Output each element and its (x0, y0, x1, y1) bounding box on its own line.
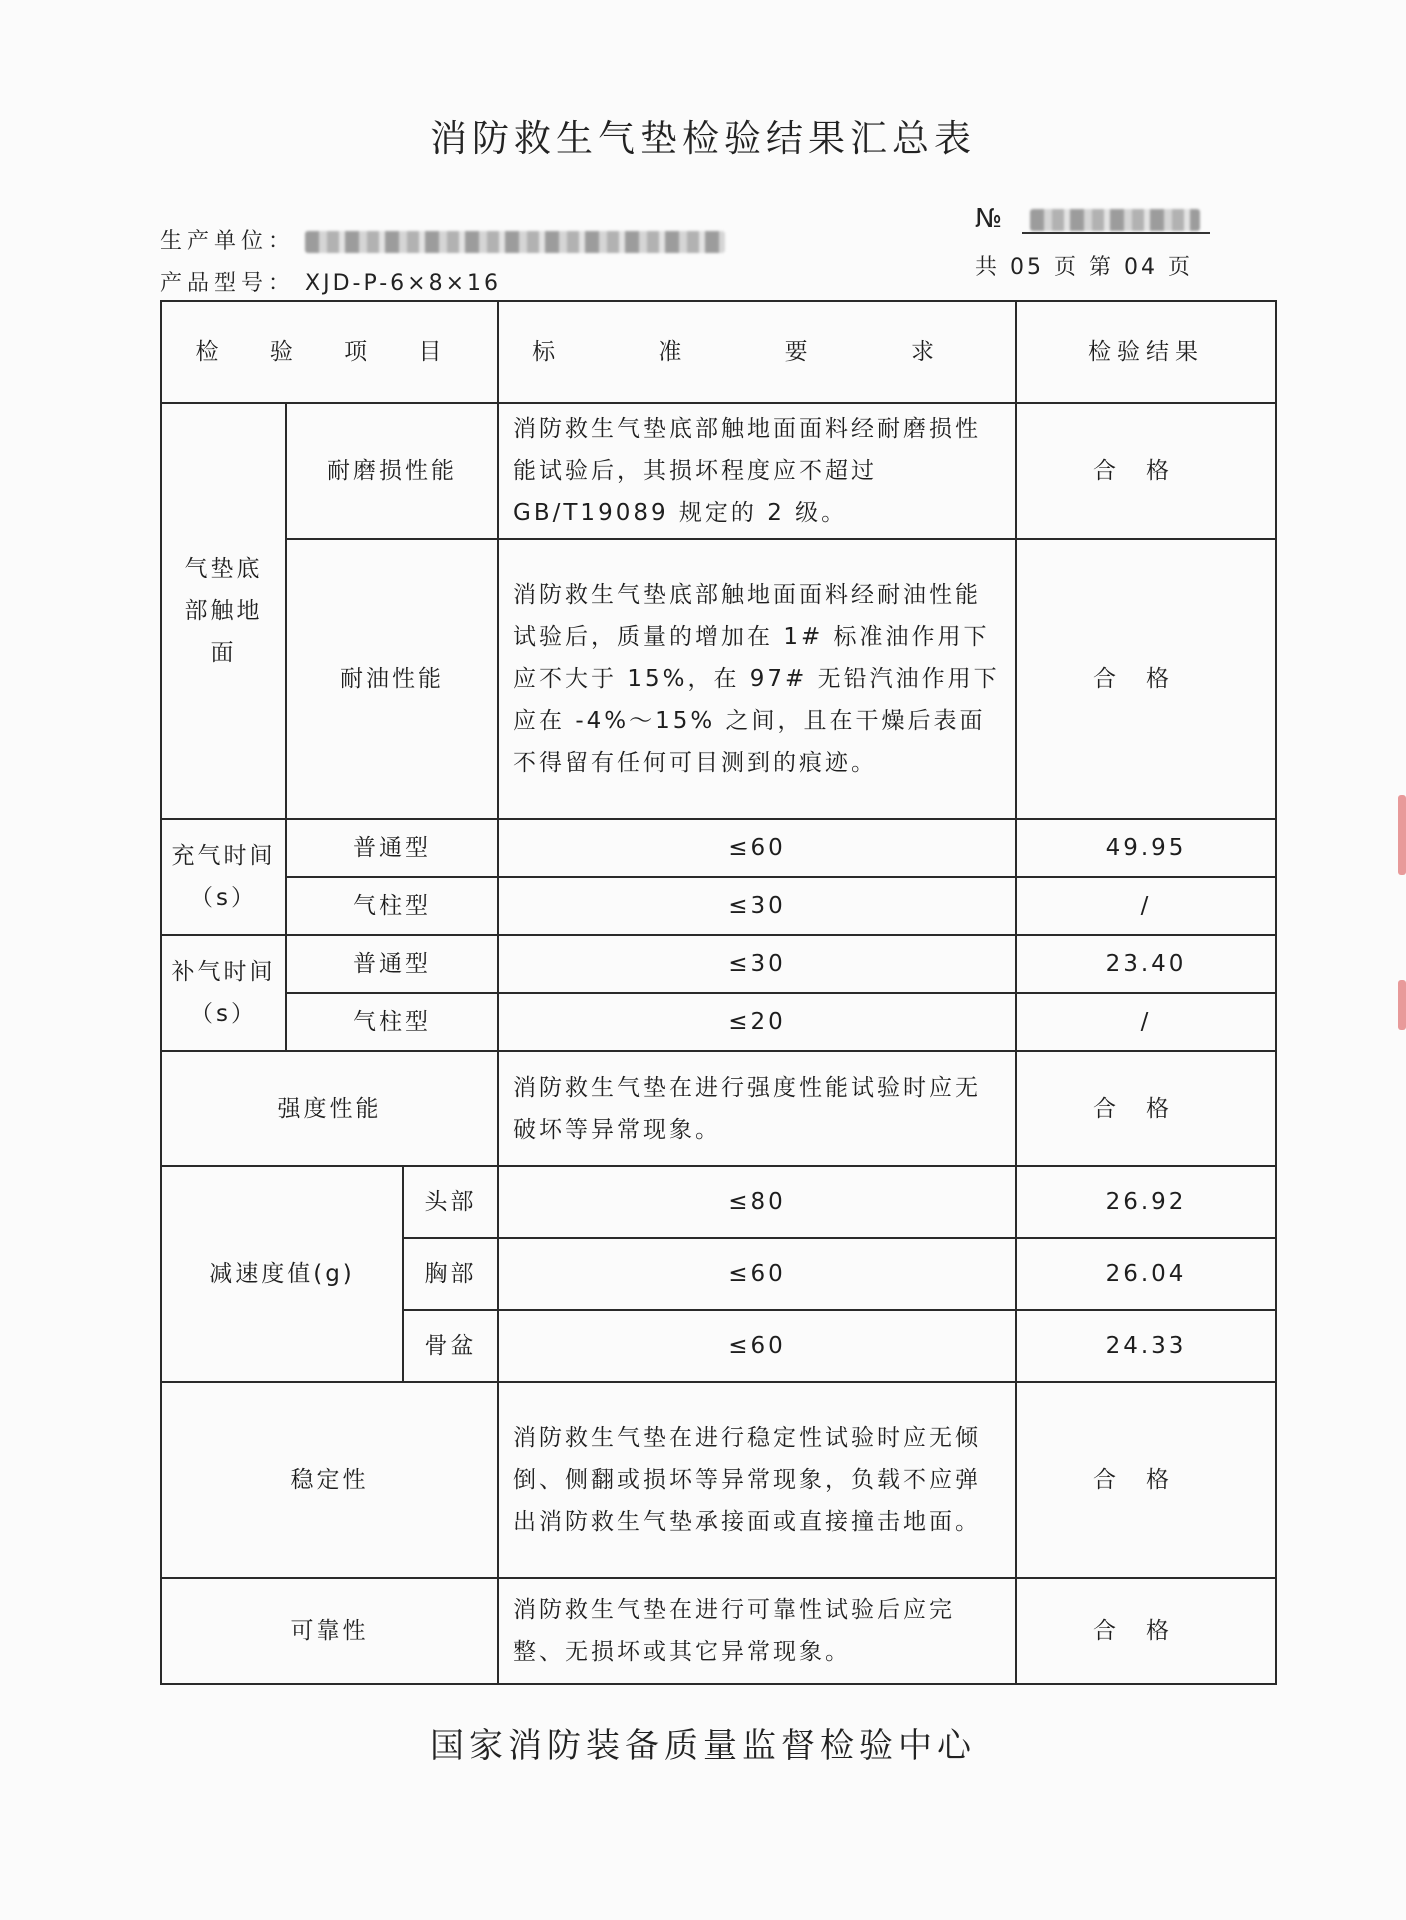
oil-standard: 消防救生气垫底部触地面面料经耐油性能试验后，质量的增加在 1# 标准油作用下应不大于 15%，在 97# 无铅汽油作用下应在 -4%～15% 之间，且在干燥后表面不得留有任何可目测到的痕迹。 (498, 539, 1016, 819)
page-title: 消防救生气垫检验结果汇总表 (430, 117, 976, 160)
inflate-result: 49.95 (1016, 819, 1276, 877)
producer-redacted (305, 231, 725, 253)
model-value: XJD-P-6×8×16 (305, 271, 502, 296)
decel-part: 头部 (403, 1166, 498, 1238)
producer-label: 生产单位： (160, 229, 296, 254)
header-item: 检 验 项 目 (161, 301, 498, 403)
oil-result: 合格 (1016, 539, 1276, 819)
inflate-type: 气柱型 (286, 877, 498, 935)
refill-standard: ≤20 (498, 993, 1016, 1051)
stability-result: 合格 (1016, 1382, 1276, 1578)
table-row (161, 877, 1276, 935)
reliability-standard: 消防救生气垫在进行可靠性试验后应完整、无损坏或其它异常现象。 (498, 1578, 1016, 1684)
table-row (161, 993, 1276, 1051)
inflate-standard: ≤30 (498, 877, 1016, 935)
inflate-type: 普通型 (286, 819, 498, 877)
decel-result: 26.92 (1016, 1166, 1276, 1238)
stability-label: 稳定性 (161, 1382, 498, 1578)
decel-part: 胸部 (403, 1238, 498, 1310)
reliability-result: 合格 (1016, 1578, 1276, 1684)
producer-line (160, 224, 725, 255)
table-row (161, 819, 1276, 877)
refill-result: / (1016, 993, 1276, 1051)
decel-result: 24.33 (1016, 1310, 1276, 1382)
decel-group: 减速度值(g) (161, 1166, 403, 1382)
bottom-group-label: 气垫底部触地面 (161, 403, 286, 819)
inflate-standard: ≤60 (498, 819, 1016, 877)
table-row (161, 935, 1276, 993)
strength-standard: 消防救生气垫在进行强度性能试验时应无破坏等异常现象。 (498, 1051, 1016, 1166)
number-label: № (975, 204, 1006, 234)
issuer-footer: 国家消防装备质量监督检验中心 (430, 1726, 976, 1766)
decel-standard: ≤60 (498, 1238, 1016, 1310)
page-count: 共 05 页 第 04 页 (975, 255, 1193, 280)
number-line (975, 204, 1200, 234)
table-row (161, 1382, 1276, 1578)
abrasion-result: 合格 (1016, 403, 1276, 539)
header-result: 检验结果 (1016, 301, 1276, 403)
reliability-label: 可靠性 (161, 1578, 498, 1684)
stability-standard: 消防救生气垫在进行稳定性试验时应无倾倒、侧翻或损坏等异常现象，负载不应弹出消防救生气垫承接面或直接撞击地面。 (498, 1382, 1016, 1578)
model-line (160, 266, 501, 297)
abrasion-standard: 消防救生气垫底部触地面面料经耐磨损性能试验后，其损坏程度应不超过 GB/T19089 规定的 2 级。 (498, 403, 1016, 539)
number-underline (1022, 232, 1210, 234)
decel-part: 骨盆 (403, 1310, 498, 1382)
inflate-result: / (1016, 877, 1276, 935)
number-redacted (1030, 209, 1200, 231)
results-table (160, 300, 1277, 1685)
decel-standard: ≤60 (498, 1310, 1016, 1382)
table-row (161, 1578, 1276, 1684)
refill-type: 气柱型 (286, 993, 498, 1051)
oil-label: 耐油性能 (286, 539, 498, 819)
decel-result: 26.04 (1016, 1238, 1276, 1310)
refill-standard: ≤30 (498, 935, 1016, 993)
table-row (161, 539, 1276, 819)
table-row (161, 1166, 1276, 1238)
refill-type: 普通型 (286, 935, 498, 993)
strength-label: 强度性能 (161, 1051, 498, 1166)
model-label: 产品型号： (160, 271, 296, 296)
refill-group: 补气时间 （s） (161, 935, 286, 1051)
abrasion-label: 耐磨损性能 (286, 403, 498, 539)
decel-standard: ≤80 (498, 1166, 1016, 1238)
table-row (161, 1051, 1276, 1166)
table-header-row (161, 301, 1276, 403)
table-row (161, 403, 1276, 539)
seal-edge-mark (1398, 795, 1406, 875)
seal-edge-mark (1398, 980, 1406, 1030)
inflate-group: 充气时间 （s） (161, 819, 286, 935)
strength-result: 合格 (1016, 1051, 1276, 1166)
header-standard: 标 准 要 求 (498, 301, 1016, 403)
refill-result: 23.40 (1016, 935, 1276, 993)
